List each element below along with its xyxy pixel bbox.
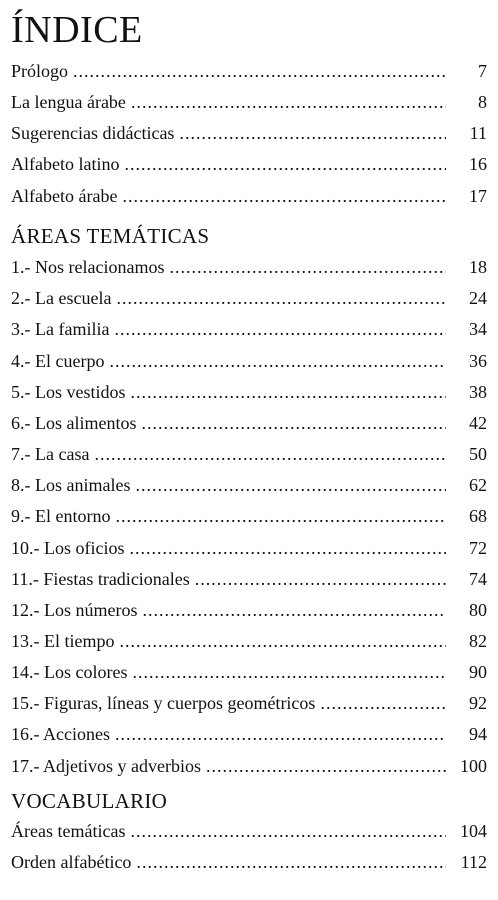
dot-leader bbox=[115, 503, 446, 529]
section-heading-vocabulario: VOCABULARIO bbox=[11, 789, 168, 813]
toc-entry-page: 16 bbox=[469, 154, 487, 174]
toc-entry bbox=[11, 753, 487, 779]
toc-entry-label: 6.- Los alimentos bbox=[11, 413, 137, 433]
toc-entry bbox=[11, 379, 487, 405]
toc-entry-label: Prólogo bbox=[11, 61, 69, 81]
dot-leader bbox=[136, 849, 446, 875]
toc-entry-label: 4.- El cuerpo bbox=[11, 351, 105, 371]
toc-entry-page: 50 bbox=[469, 444, 487, 464]
toc-entry bbox=[11, 535, 487, 561]
toc-entry-label: 9.- El entorno bbox=[11, 506, 111, 526]
dot-leader bbox=[179, 120, 446, 146]
toc-entry-page: 90 bbox=[469, 662, 487, 682]
toc-entry bbox=[11, 151, 487, 177]
toc-entry-page: 34 bbox=[469, 319, 487, 339]
toc-entry bbox=[11, 628, 487, 654]
toc-entry bbox=[11, 58, 487, 84]
dot-leader bbox=[129, 535, 446, 561]
toc-entry-label: 17.- Adjetivos y adverbios bbox=[11, 756, 201, 776]
toc-entry bbox=[11, 89, 487, 115]
dot-leader bbox=[114, 316, 446, 342]
toc-entry bbox=[11, 316, 487, 342]
toc-entry bbox=[11, 285, 487, 311]
dot-leader bbox=[206, 753, 446, 779]
dot-leader bbox=[130, 818, 446, 844]
toc-entry-page: 36 bbox=[469, 351, 487, 371]
toc-entry bbox=[11, 503, 487, 529]
toc-entry-page: 11 bbox=[469, 123, 487, 143]
toc-entry-label: 7.- La casa bbox=[11, 444, 90, 464]
toc-entry bbox=[11, 472, 487, 498]
dot-leader bbox=[122, 183, 446, 209]
dot-leader bbox=[135, 472, 446, 498]
toc-entry bbox=[11, 183, 487, 209]
dot-leader bbox=[132, 659, 446, 685]
toc-entry-page: 38 bbox=[469, 382, 487, 402]
toc-entry-page: 62 bbox=[469, 475, 487, 495]
toc-entry-page: 18 bbox=[469, 257, 487, 277]
toc-entry-page: 72 bbox=[469, 538, 487, 558]
dot-leader bbox=[115, 721, 446, 747]
dot-leader bbox=[119, 628, 446, 654]
toc-entry bbox=[11, 597, 487, 623]
toc-entry-page: 74 bbox=[469, 569, 487, 589]
toc-entry bbox=[11, 566, 487, 592]
dot-leader bbox=[320, 690, 446, 716]
toc-entry-page: 7 bbox=[478, 61, 487, 81]
dot-leader bbox=[169, 254, 446, 280]
toc-entry-label: 14.- Los colores bbox=[11, 662, 128, 682]
toc-entry-label: Sugerencias didácticas bbox=[11, 123, 175, 143]
toc-entry bbox=[11, 849, 487, 875]
toc-entry bbox=[11, 441, 487, 467]
toc-entry-label: 10.- Los oficios bbox=[11, 538, 125, 558]
toc-entry-label: 3.- La familia bbox=[11, 319, 110, 339]
dot-leader bbox=[131, 379, 447, 405]
section-heading-areas: ÁREAS TEMÁTICAS bbox=[11, 224, 210, 248]
toc-entry bbox=[11, 659, 487, 685]
toc-entry bbox=[11, 348, 487, 374]
toc-entry-label: Alfabeto árabe bbox=[11, 186, 118, 206]
toc-entry-label: 12.- Los números bbox=[11, 600, 138, 620]
toc-entry-page: 82 bbox=[469, 631, 487, 651]
toc-entry bbox=[11, 410, 487, 436]
toc-entry-label: 13.- El tiempo bbox=[11, 631, 115, 651]
dot-leader bbox=[131, 89, 446, 115]
page-title: ÍNDICE bbox=[11, 9, 143, 51]
toc-entry-label: 1.- Nos relacionamos bbox=[11, 257, 165, 277]
dot-leader bbox=[73, 58, 446, 84]
toc-entry-label: 11.- Fiestas tradicionales bbox=[11, 569, 190, 589]
dot-leader bbox=[116, 285, 446, 311]
toc-entry-label: 15.- Figuras, líneas y cuerpos geométricos bbox=[11, 693, 316, 713]
toc-entry-page: 8 bbox=[478, 92, 487, 112]
toc-entry-page: 112 bbox=[460, 852, 487, 872]
toc-entry-page: 42 bbox=[469, 413, 487, 433]
toc-entry-label: La lengua árabe bbox=[11, 92, 126, 112]
toc-entry-page: 17 bbox=[469, 186, 487, 206]
toc-entry-page: 104 bbox=[460, 821, 487, 841]
toc-entry-label: 5.- Los vestidos bbox=[11, 382, 126, 402]
toc-entry bbox=[11, 721, 487, 747]
toc-entry bbox=[11, 120, 487, 146]
toc-entry-page: 94 bbox=[469, 724, 487, 744]
toc-entry-label: 2.- La escuela bbox=[11, 288, 112, 308]
toc-entry-label: 16.- Acciones bbox=[11, 724, 110, 744]
dot-leader bbox=[141, 410, 446, 436]
toc-entry-label: 8.- Los animales bbox=[11, 475, 131, 495]
toc-entry-page: 68 bbox=[469, 506, 487, 526]
dot-leader bbox=[94, 441, 446, 467]
dot-leader bbox=[195, 566, 446, 592]
toc-entry-page: 92 bbox=[469, 693, 487, 713]
dot-leader bbox=[109, 348, 446, 374]
toc-entry-page: 100 bbox=[460, 756, 487, 776]
toc-entry bbox=[11, 254, 487, 280]
toc-entry-label: Alfabeto latino bbox=[11, 154, 120, 174]
toc-entry-page: 80 bbox=[469, 600, 487, 620]
toc-entry-page: 24 bbox=[469, 288, 487, 308]
dot-leader bbox=[142, 597, 446, 623]
toc-entry-label: Orden alfabético bbox=[11, 852, 132, 872]
dot-leader bbox=[124, 151, 446, 177]
toc-entry bbox=[11, 818, 487, 844]
toc-entry bbox=[11, 690, 487, 716]
toc-entry-label: Áreas temáticas bbox=[11, 821, 126, 841]
